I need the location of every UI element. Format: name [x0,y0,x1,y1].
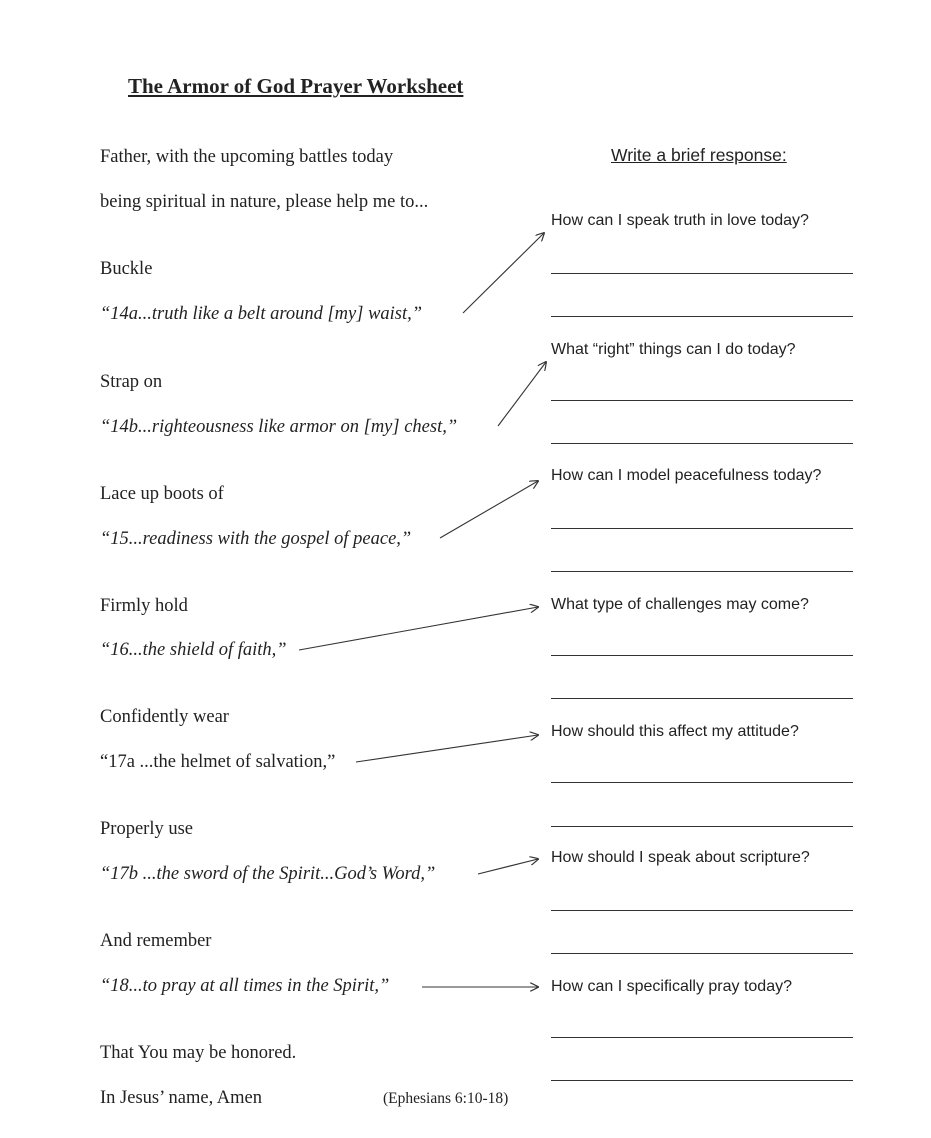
arrow-icon [498,362,546,426]
answer-line[interactable] [551,764,853,783]
answer-line[interactable] [551,892,853,911]
armor-verse: “17b ...the sword of the Spirit...God’s Word,” [100,864,436,884]
answer-line[interactable] [551,808,853,827]
reflection-question: How can I specifically pray today? [551,978,792,995]
armor-verb: Firmly hold [100,596,188,616]
worksheet-title: The Armor of God Prayer Worksheet [128,74,464,98]
armor-verse: “14b...righteousness like armor on [my] chest,” [100,417,458,437]
armor-verse: “14a...truth like a belt around [my] waist,” [100,304,423,324]
reflection-question: How should this affect my attitude? [551,723,799,740]
answer-line[interactable] [551,510,853,529]
arrow-icon [299,607,538,650]
intro-line-2: being spiritual in nature, please help me to... [100,192,429,212]
reflection-question: What type of challenges may come? [551,596,809,613]
armor-verse: “16...the shield of faith,” [100,640,287,660]
arrow-icon [478,859,538,874]
armor-verse: “18...to pray at all times in the Spirit,” [100,976,390,996]
answer-line[interactable] [551,255,853,274]
answer-line[interactable] [551,680,853,699]
reflection-question: What “right” things can I do today? [551,341,796,358]
armor-verb: Strap on [100,372,163,392]
closing-line-1: That You may be honored. [100,1043,297,1063]
answer-line[interactable] [551,382,853,401]
answer-line[interactable] [551,298,853,317]
arrow-icon [356,735,538,762]
reflection-question: How should I speak about scripture? [551,849,810,866]
arrow-icon [463,233,544,313]
arrow-icon [440,481,538,538]
answer-line[interactable] [551,553,853,572]
reflection-question: How can I model peacefulness today? [551,467,822,484]
answer-line[interactable] [551,1062,853,1081]
armor-verb: Properly use [100,819,193,839]
armor-verb: And remember [100,931,212,951]
answer-line[interactable] [551,425,853,444]
answer-line[interactable] [551,1019,853,1038]
answer-line[interactable] [551,935,853,954]
armor-verb: Lace up boots of [100,484,224,504]
response-heading: Write a brief response: [611,145,787,165]
scripture-citation: (Ephesians 6:10-18) [383,1090,509,1107]
armor-verb: Buckle [100,259,153,279]
closing-line-2: In Jesus’ name, Amen [100,1088,263,1108]
armor-verse: “15...readiness with the gospel of peace,” [100,529,412,549]
answer-line[interactable] [551,637,853,656]
intro-line-1: Father, with the upcoming battles today [100,147,394,167]
armor-verse: “17a ...the helmet of salvation,” [100,752,336,772]
armor-verb: Confidently wear [100,707,229,727]
reflection-question: How can I speak truth in love today? [551,212,809,229]
